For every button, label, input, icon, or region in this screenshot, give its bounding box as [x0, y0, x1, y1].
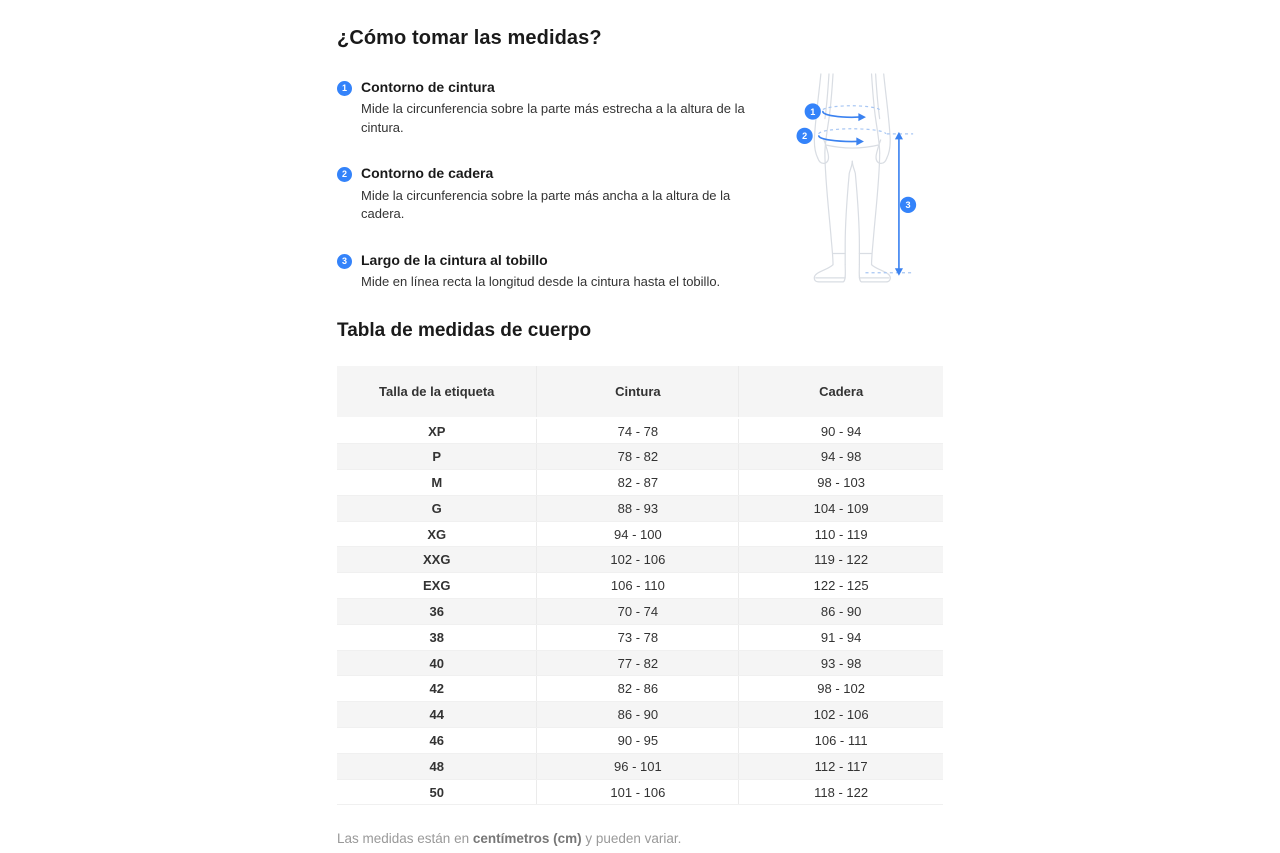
table-row [337, 547, 943, 573]
table-row [337, 676, 943, 702]
waist-cell: 74 - 78 [537, 418, 739, 444]
size-cell: 48 [337, 753, 537, 779]
arrowheads [856, 113, 903, 276]
measurement-figure [793, 72, 943, 295]
note-units: centímetros (cm) [472, 831, 582, 847]
table-row [337, 521, 943, 547]
size-cell: XXG [337, 547, 537, 573]
waist-cell: 88 - 93 [537, 495, 739, 521]
waist-cell: 78 - 82 [537, 444, 739, 470]
size-table-body [337, 418, 943, 805]
body-outline [814, 74, 890, 282]
table-row [337, 702, 943, 728]
hip-cell: 102 - 106 [739, 702, 943, 728]
hip-cell: 119 - 122 [739, 547, 943, 573]
size-table-title: Tabla de medidas de cuerpo [337, 320, 592, 341]
hip-cell: 98 - 103 [739, 470, 943, 496]
size-cell: 50 [337, 779, 537, 805]
waist-cell: 73 - 78 [537, 624, 739, 650]
waist-cell: 82 - 87 [537, 470, 739, 496]
hip-cell: 112 - 117 [739, 753, 943, 779]
how-to-measure-section [337, 76, 943, 304]
hip-cell: 93 - 98 [739, 650, 943, 676]
figure-badge-2-label: 2 [802, 131, 808, 142]
step-number-badge: 1 [337, 81, 352, 96]
table-row [337, 444, 943, 470]
hip-cell: 86 - 90 [739, 599, 943, 625]
table-row [337, 470, 943, 496]
figure-badge-3-label: 3 [905, 200, 911, 211]
page-title: ¿Cómo tomar las medidas? [337, 27, 602, 49]
instruction-text [361, 80, 766, 137]
waist-cell: 101 - 106 [537, 779, 739, 805]
hip-cell: 122 - 125 [739, 573, 943, 599]
waist-cell: 106 - 110 [537, 573, 739, 599]
step-number-badge: 3 [337, 254, 352, 269]
size-cell: G [337, 495, 537, 521]
size-cell: 42 [337, 676, 537, 702]
instructions-list [337, 76, 793, 291]
table-row [337, 753, 943, 779]
table-row [337, 573, 943, 599]
table-row [337, 624, 943, 650]
size-cell: 36 [337, 599, 537, 625]
table-row [337, 728, 943, 754]
instruction-title: Largo de la cintura al tobillo [361, 251, 548, 268]
instruction-description: Mide la circunferencia sobre la parte más estrecha a la altura de la cintura. [361, 101, 745, 135]
table-row [337, 599, 943, 625]
waist-cell: 94 - 100 [537, 521, 739, 547]
column-header-hip: Cadera [739, 366, 943, 418]
size-cell: 38 [337, 624, 537, 650]
table-row [337, 418, 943, 444]
hip-cell: 110 - 119 [739, 521, 943, 547]
table-row [337, 495, 943, 521]
hip-cell: 91 - 94 [739, 624, 943, 650]
instruction-description: Mide la circunferencia sobre la parte más ancha a la altura de la cadera. [361, 187, 731, 222]
waist-cell: 96 - 101 [537, 753, 739, 779]
column-header-size-label: Talla de la etiqueta [337, 366, 537, 418]
hip-cell: 104 - 109 [739, 495, 943, 521]
size-cell: 44 [337, 702, 537, 728]
size-table-header-row [337, 366, 943, 418]
instruction-title: Contorno de cadera [361, 165, 494, 182]
table-row [337, 779, 943, 805]
step-number-badge: 2 [337, 167, 352, 182]
instruction-item [337, 253, 793, 292]
size-cell: 40 [337, 650, 537, 676]
waist-cell: 102 - 106 [537, 547, 739, 573]
instruction-item [337, 166, 793, 223]
hip-cell: 98 - 102 [739, 676, 943, 702]
waist-cell: 77 - 82 [537, 650, 739, 676]
hip-cell: 90 - 94 [739, 418, 943, 444]
size-cell: P [337, 444, 537, 470]
size-cell: M [337, 470, 537, 496]
table-row [337, 650, 943, 676]
waist-cell: 82 - 86 [537, 676, 739, 702]
instruction-item [337, 80, 793, 137]
column-header-waist: Cintura [537, 366, 739, 418]
content-column [337, 0, 943, 846]
size-cell: XP [337, 418, 537, 444]
note-prefix: Las medidas están en [337, 831, 473, 847]
measurements-note [337, 831, 943, 846]
figure-badge-1-label: 1 [810, 106, 816, 117]
instruction-text [361, 166, 766, 223]
instruction-description: Mide en línea recta la longitud desde la cintura hasta el tobillo. [361, 273, 721, 289]
waist-cell: 90 - 95 [537, 728, 739, 754]
hip-cell: 118 - 122 [739, 779, 943, 805]
waist-cell: 86 - 90 [537, 702, 739, 728]
note-suffix: y pueden variar. [581, 831, 682, 847]
waist-cell: 70 - 74 [537, 599, 739, 625]
hip-cell: 106 - 111 [739, 728, 943, 754]
size-cell: 46 [337, 728, 537, 754]
instruction-title: Contorno de cintura [361, 79, 495, 95]
size-cell: EXG [337, 573, 537, 599]
hip-cell: 94 - 98 [739, 444, 943, 470]
size-cell: XG [337, 521, 537, 547]
instruction-text [361, 253, 720, 292]
body-figure-illustration [793, 72, 943, 290]
size-table [337, 366, 943, 805]
